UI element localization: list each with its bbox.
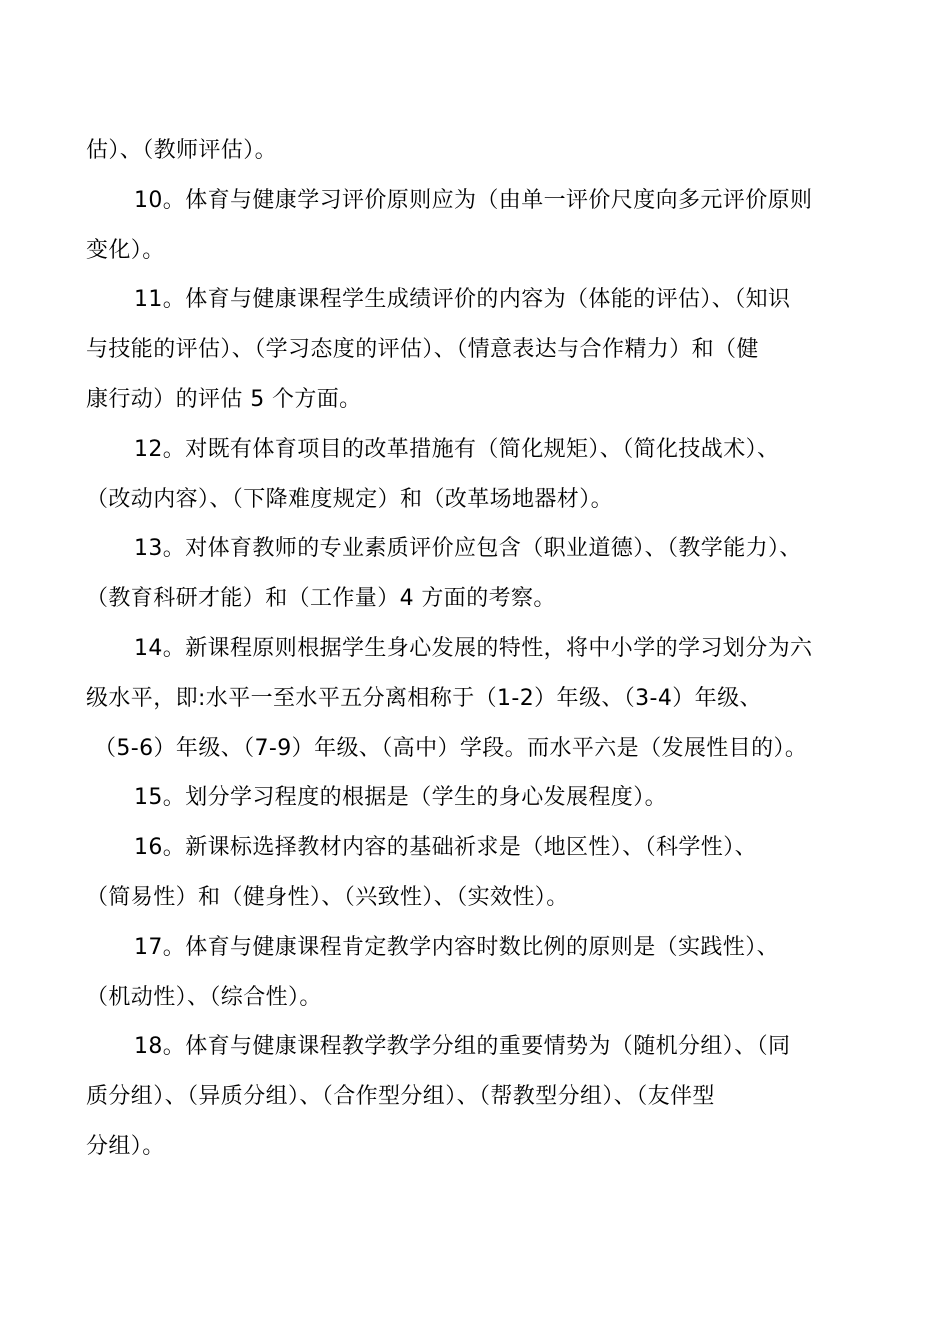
text-line: 分组）。 (86, 1133, 165, 1159)
text-line: 康行动）的评估 5 个方面。 (86, 386, 362, 412)
item-16-line: 16。新课标选择教材内容的基础祈求是（地区性）、（科学性）、 (134, 835, 757, 861)
item-13-line: 13。对体育教师的专业素质评价应包含（职业道德）、（教学能力）、 (134, 536, 802, 562)
text-line: （机动性）、（综合性）。 (86, 984, 322, 1010)
text-line: （5-6）年级、（7-9）年级、（高中）学段。而水平六是（发展性目的）。 (94, 735, 808, 761)
item-14-line: 14。新课程原则根据学生身心发展的特性，将中小学的学习划分为六 (134, 635, 813, 661)
text-line: （简易性）和（健身性）、（兴致性）、（实效性）。 (86, 884, 569, 910)
text-line: 与技能的评估）、（学习态度的评估）、（情意表达与合作精力）和（健 (86, 337, 759, 363)
item-17-line: 17。体育与健康课程肯定教学内容时数比例的原则是（实践性）、 (134, 934, 779, 960)
text-line: 估）、（教师评估）。 (86, 138, 278, 163)
document-body (86, 126, 866, 1172)
text-line: 质分组）、（异质分组）、（合作型分组）、（帮教型分组）、（友伴型 (86, 1084, 715, 1110)
item-11-line: 11。体育与健康课程学生成绩评价的内容为（体能的评估）、（知识 (134, 287, 791, 313)
item-15-line: 15。划分学习程度的根据是（学生的身心发展程度）。 (134, 785, 667, 811)
item-18-line: 18。体育与健康课程教学教学分组的重要情势为（随机分组）、（同 (134, 1034, 791, 1060)
item-12-line: 12。对既有体育项目的改革措施有（简化规矩）、（简化技战术）、 (134, 436, 780, 462)
item-10-line: 10。体育与健康学习评价原则应为（由单一评价尺度向多元评价原则 (134, 187, 813, 213)
text-line: （教育科研才能）和（工作量）4 方面的考察。 (86, 586, 556, 612)
text-line: 变化）。 (86, 237, 165, 263)
text-line: （改动内容）、（下降难度规定）和（改革场地器材）。 (86, 486, 614, 512)
text-line: 级水平，即:水平一至水平五分离相称于（1-2）年级、（3-4）年级、 (86, 685, 762, 711)
